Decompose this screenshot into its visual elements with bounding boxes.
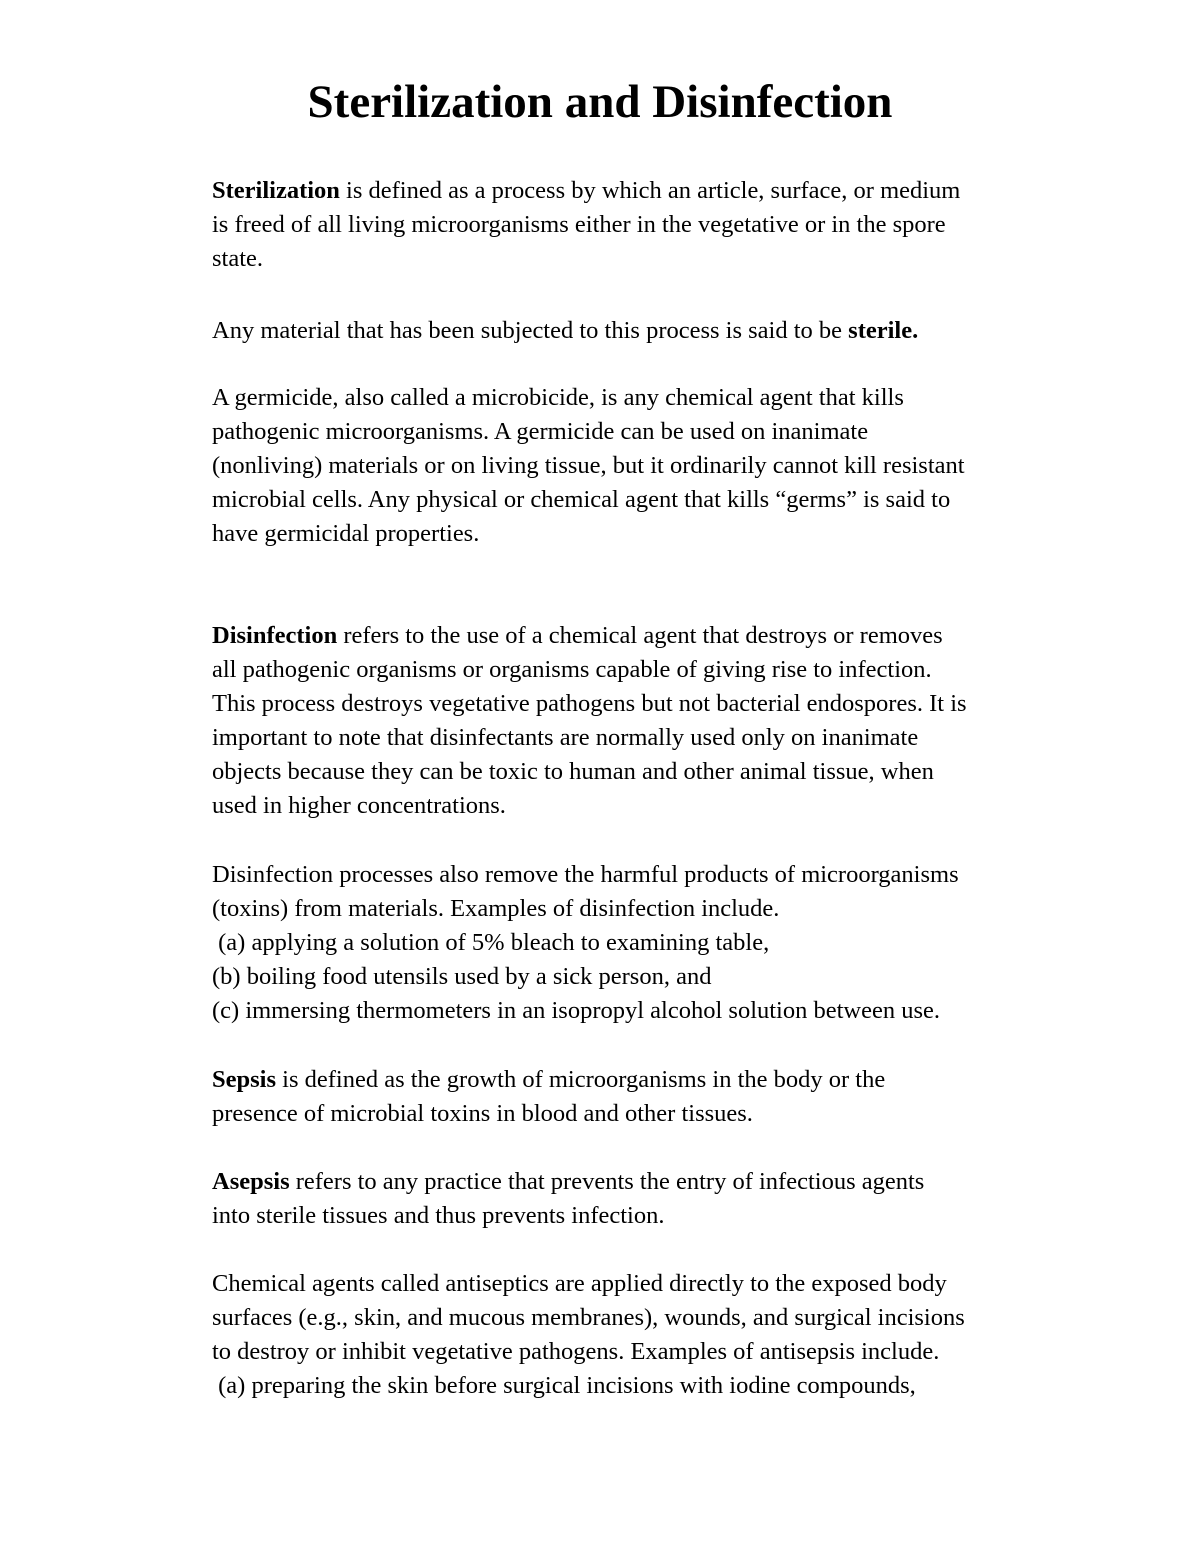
paragraph-line: microbial cells. Any physical or chemical agent that kills “germs” is said to (212, 486, 951, 513)
term-sterile: sterile. (848, 317, 919, 344)
paragraph-disinfection-examples (212, 858, 1082, 1028)
paragraph-line: presence of microbial toxins in blood and other tissues. (212, 1100, 753, 1127)
paragraph-line: objects because they can be toxic to human and other animal tissue, when (212, 758, 934, 785)
paragraph-line: surfaces (e.g., skin, and mucous membranes), wounds, and surgical incisions (212, 1304, 965, 1331)
paragraph-line: state. (212, 245, 264, 272)
list-item: (b) boiling food utensils used by a sick person, and (212, 963, 712, 990)
paragraph-line: is freed of all living microorganisms either in the vegetative or in the spore (212, 211, 946, 238)
paragraph-line: pathogenic microorganisms. A germicide can be used on inanimate (212, 418, 869, 445)
paragraph-line: important to note that disinfectants are normally used only on inanimate (212, 724, 919, 751)
list-item: (a) applying a solution of 5% bleach to examining table, (212, 929, 770, 956)
paragraph-asepsis (212, 1165, 1082, 1233)
paragraph-sepsis (212, 1063, 1082, 1131)
paragraph-line: Disinfection processes also remove the harmful products of microorganisms (212, 861, 959, 888)
paragraph-antiseptics (212, 1267, 1082, 1403)
paragraph-line: used in higher concentrations. (212, 792, 506, 819)
paragraph-line (212, 1165, 1082, 1199)
paragraph-germicide (212, 381, 1082, 551)
paragraph-line: A germicide, also called a microbicide, is any chemical agent that kills (212, 384, 904, 411)
term-asepsis: Asepsis (212, 1168, 290, 1195)
line-text: is defined as a process by which an article, surface, or medium (339, 177, 961, 204)
paragraph-sterile (212, 314, 1082, 348)
paragraph-line: into sterile tissues and thus prevents infection. (212, 1202, 665, 1229)
line-text: Any material that has been subjected to this process is said to be (212, 317, 849, 344)
list-item: (c) immersing thermometers in an isopropyl alcohol solution between use. (212, 997, 941, 1024)
list-item: (a) preparing the skin before surgical incisions with iodine compounds, (212, 1372, 916, 1399)
paragraph-line: Chemical agents called antiseptics are applied directly to the exposed body (212, 1270, 947, 1297)
paragraph-line: This process destroys vegetative pathogens but not bacterial endospores. It is (212, 690, 967, 717)
paragraph-line (212, 314, 1082, 348)
document-title: Sterilization and Disinfection (307, 76, 893, 128)
paragraph-line: (nonliving) materials or on living tissue, but it ordinarily cannot kill resistant (212, 452, 965, 479)
line-text: refers to any practice that prevents the entry of infectious agents (289, 1168, 925, 1195)
paragraph-line (212, 619, 1082, 653)
paragraph-line: (toxins) from materials. Examples of disinfection include. (212, 895, 780, 922)
term-sepsis: Sepsis (212, 1066, 277, 1093)
paragraph-line: to destroy or inhibit vegetative pathogens. Examples of antisepsis include. (212, 1338, 940, 1365)
paragraph-sterilization (212, 174, 1082, 276)
paragraph-line: all pathogenic organisms or organisms capable of giving rise to infection. (212, 656, 932, 683)
paragraph-line: have germicidal properties. (212, 520, 480, 547)
term-sterilization: Sterilization (212, 177, 340, 204)
term-disinfection: Disinfection (212, 622, 338, 649)
paragraph-line (212, 1063, 1082, 1097)
paragraph-disinfection (212, 619, 1082, 823)
line-text: refers to the use of a chemical agent that destroys or removes (337, 622, 943, 649)
line-text: is defined as the growth of microorganisms in the body or the (276, 1066, 886, 1093)
paragraph-line (212, 174, 1082, 208)
